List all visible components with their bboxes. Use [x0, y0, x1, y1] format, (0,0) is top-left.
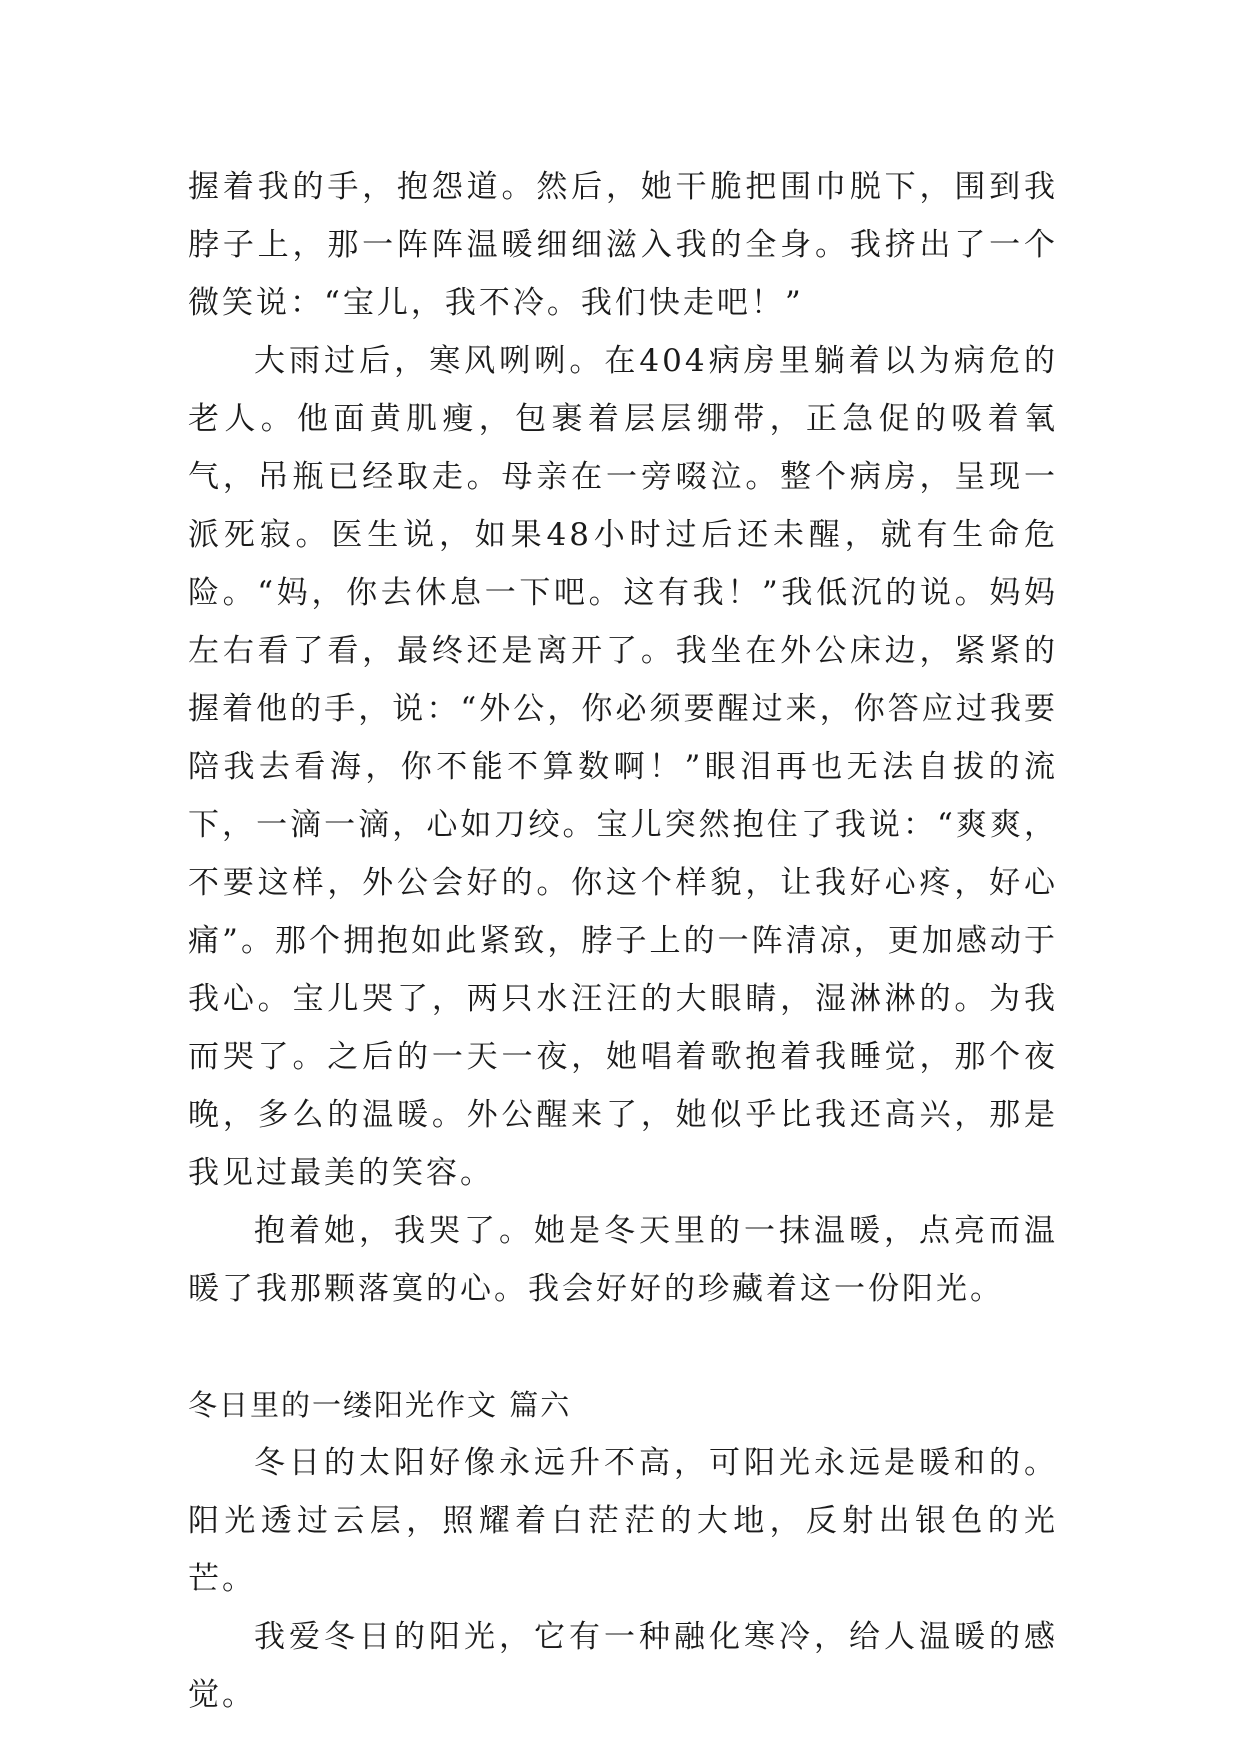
- paragraph-spacer: [188, 1318, 1058, 1376]
- section-heading: 冬日里的一缕阳光作文 篇六: [188, 1388, 572, 1422]
- paragraph: 我爱冬日的阳光，它有一种融化寒冷，给人温暖的感觉。: [188, 1619, 1058, 1713]
- paragraph: 握着我的手，抱怨道。然后，她干脆把围巾脱下，围到我脖子上，那一阵阵温暖细细滋入我的全身。我挤出了一个微笑说：“宝儿，我不冷。我们快走吧！”: [188, 169, 1058, 321]
- paragraph: 大雨过后，寒风咧咧。在404病房里躺着以为病危的老人。他面黄肌瘦，包裹着层层绷带，正急促的吸着氧气，吊瓶已经取走。母亲在一旁啜泣。整个病房，呈现一派死寂。医生说，如果48小时过后还未醒，就有生命危险。“妈，你去休息一下吧。这有我！”我低沉的说。妈妈左右看了看，最终还是离开了。我坐在外公床边，紧紧的握着他的手，说：“外公，你必须要醒过来，你答应过我要陪我去看海，你不能不算数啊！”眼泪再也无法自拔的流下，一滴一滴，心如刀绞。宝儿突然抱住了我说：“爽爽，不要这样，外公会好的。你这个样貌，让我好心疼，好心痛”。那个拥抱如此紧致，脖子上的一阵清凉，更加感动于我心。宝儿哭了，两只水汪汪的大眼睛，湿淋淋的。为我而哭了。之后的一天一夜，她唱着歌抱着我睡觉，那个夜晚，多么的温暖。外公醒来了，她似乎比我还高兴，那是我见过最美的笑容。: [188, 343, 1058, 1191]
- paragraph: 冬日的太阳好像永远升不高，可阳光永远是暖和的。阳光透过云层，照耀着白茫茫的大地，反射出银色的光芒。: [188, 1445, 1058, 1597]
- document-body: [188, 158, 1058, 1724]
- paragraph: 抱着她，我哭了。她是冬天里的一抹温暖，点亮而温暖了我那颗落寞的心。我会好好的珍藏着这一份阳光。: [188, 1213, 1058, 1307]
